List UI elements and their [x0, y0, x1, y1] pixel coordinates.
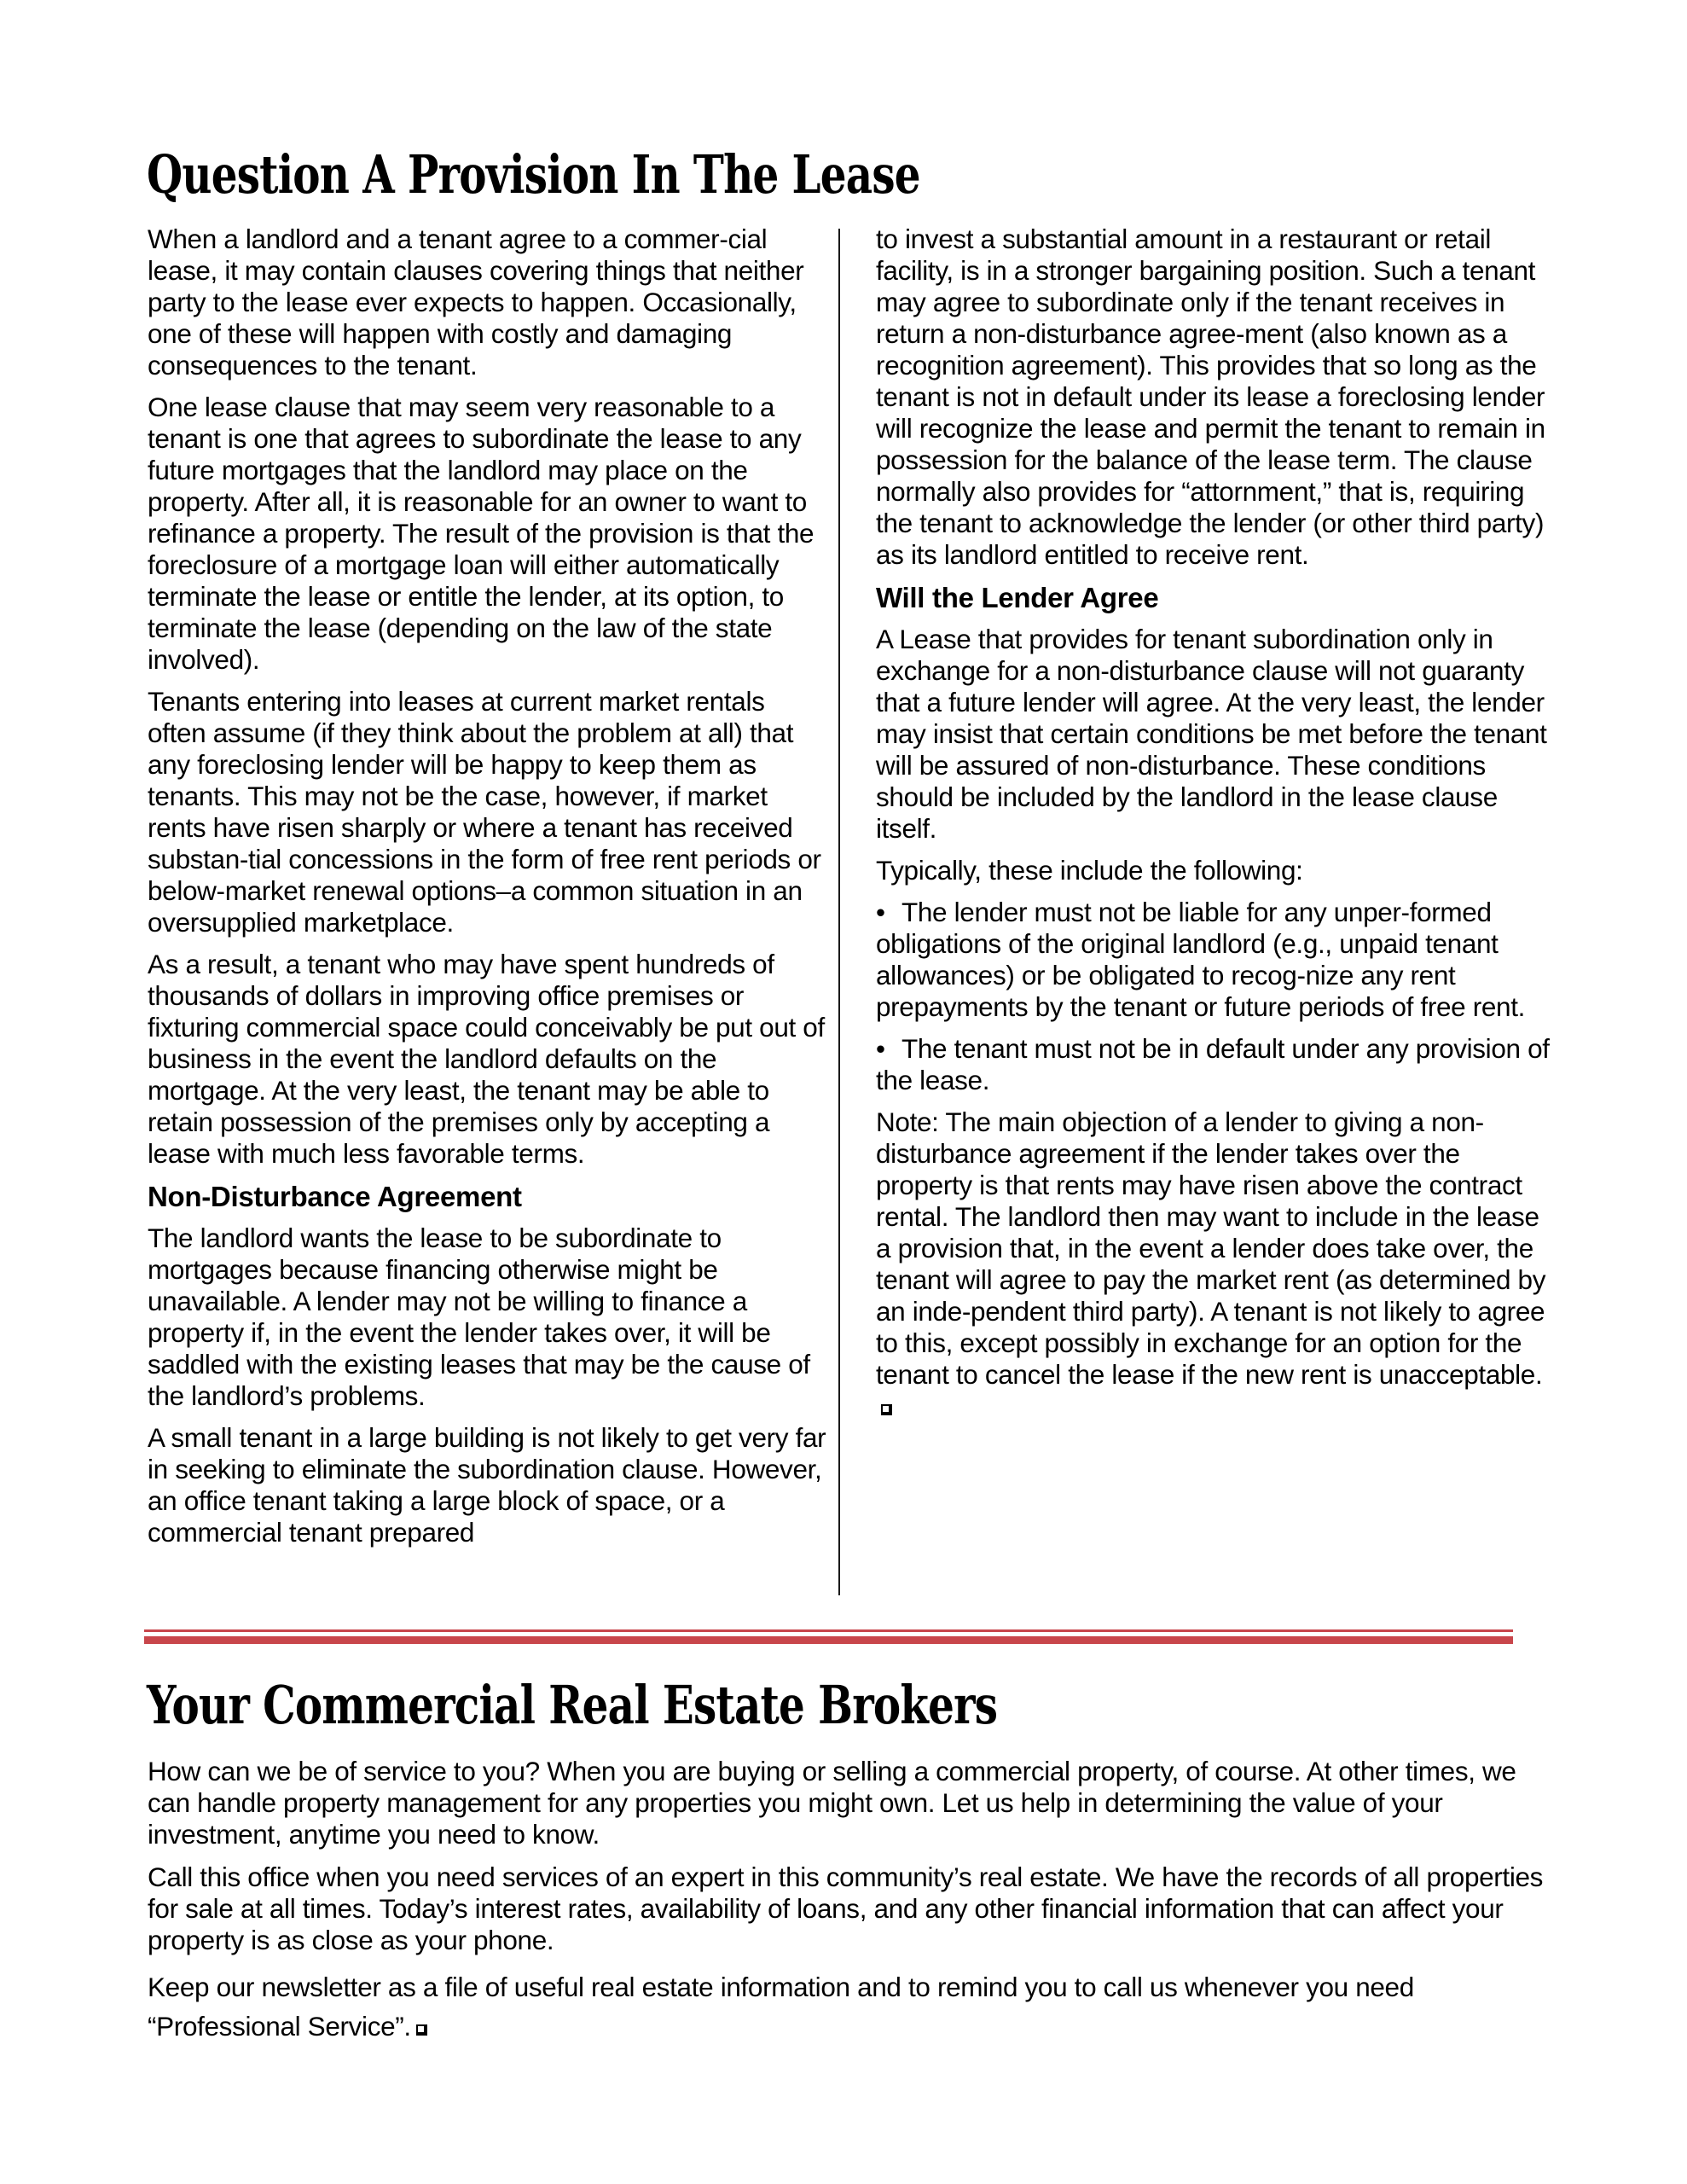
section-divider-thick-rule: [144, 1636, 1513, 1644]
subheading-non-disturbance: Non-Disturbance Agreement: [148, 1181, 522, 1212]
bullet-text: The lender must not be liable for any unper-formed obligations of the original landlord (e.g., unpaid tenant allowances) or be obligated to recog-nize any rent prepayments by the tenant or future periods of free rent.: [876, 897, 1525, 1022]
article-title: Question A Provision In The Lease: [147, 143, 920, 206]
article-paragraph: [876, 1107, 1550, 1422]
article-right-column: [876, 224, 1550, 1432]
article-paragraph: When a landlord and a tenant agree to a commer-cial lease, it may contain clauses covering things that neither party to the lease ever expects to happen. Occasionally, one of these will happen with costly and damaging consequences to the tenant.: [148, 224, 804, 380]
article-paragraph: Tenants entering into leases at current market rentals often assume (if they think about the problem at all) that any foreclosing lender will be happy to keep them as tenants. This may not be the case, however, if market rents have risen sharply or where a tenant has received substan-tial concessions in the form of free rent periods or below-market renewal options–a common situation in an oversupplied marketplace.: [148, 686, 821, 938]
end-of-article-box-icon: [881, 1404, 892, 1415]
article-paragraph: Typically, these include the following:: [876, 855, 1303, 886]
subheading-will-lender-agree: Will the Lender Agree: [876, 582, 1159, 613]
note-text: Note: The main objection of a lender to giving a non-disturbance agreement if the lender takes over the property is that rents may have risen above the contract rental. The landlord then may want to include in the lease a provision that, in the event a lender does take over, the tenant will agree to pay the market rent (as determined by an inde-pendent third party). A tenant is not likely to agree to this, except possibly in exchange for an option for the tenant to cancel the lease if the new rent is unacceptable.: [876, 1107, 1546, 1390]
bullet-icon: •: [876, 1033, 885, 1064]
bullet-item: [876, 897, 1550, 1023]
article-paragraph: One lease clause that may seem very reasonable to a tenant is one that agrees to subordinate the lease to any future mortgages that the landlord may place on the property. After all, it is reasonable for an owner to want to refinance a property. The result of the provision is that the foreclosure of a mortgage loan will either automatically terminate the lease or entitle the lender, at its option, to terminate the lease (depending on the law of the state involved).: [148, 392, 815, 675]
end-of-article-box-icon: [416, 2024, 427, 2036]
bullet-text: The tenant must not be in default under any provision of the lease.: [876, 1033, 1550, 1095]
brokers-paragraph: [148, 1967, 1546, 2046]
column-divider: [838, 229, 840, 1595]
bullet-item: [876, 1033, 1550, 1096]
article-left-column: [148, 224, 830, 1559]
article-paragraph: The landlord wants the lease to be subordinate to mortgages because financing otherwise might be unavailable. A lender may not be willing to finance a property if, in the event the lender takes over, it will be saddled with the existing leases that may be the cause of the landlord’s problems.: [148, 1223, 810, 1411]
section-divider-thin-rule: [144, 1629, 1513, 1632]
brokers-closing-text: Keep our newsletter as a file of useful real estate information and to remind you to call us whenever you need “Professional Service”.: [148, 1972, 1414, 2042]
brokers-paragraph: Call this office when you need services of an expert in this community’s real estate. We have the records of all properties for sale at all times. Today’s interest rates, availability of loans, and any other financial information that can affect your property is as close as your phone.: [148, 1862, 1544, 1955]
brokers-body: [148, 1756, 1546, 2057]
article-paragraph: A small tenant in a large building is not likely to get very far in seeking to eliminate the subordination clause. However, an office tenant taking a large block of space, or a commercial tenant prepared: [148, 1422, 826, 1548]
bullet-icon: •: [876, 897, 885, 927]
brokers-paragraph: How can we be of service to you? When you are buying or selling a commercial property, of course. At other times, we can handle property management for any properties you might own. Let us help in determining the value of your investment, anytime you need to know.: [148, 1756, 1516, 1850]
brokers-title: Your Commercial Real Estate Brokers: [147, 1674, 998, 1736]
article-paragraph: to invest a substantial amount in a restaurant or retail facility, is in a stronger bargaining position. Such a tenant may agree to subordinate only if the tenant receives in return a non-disturbance agree-ment (also known as a recognition agreement). This provides that so long as the tenant is not in default under its lease a foreclosing lender will recognize the lease and permit the tenant to remain in possession for the balance of the lease term. The clause normally also provides for “attornment,” that is, requiring the tenant to acknowledge the lender (or other third party) as its landlord entitled to receive rent.: [876, 224, 1545, 570]
article-paragraph: A Lease that provides for tenant subordination only in exchange for a non-disturbance clause will not guaranty that a future lender will agree. At the very least, the lender may insist that certain conditions be met before the tenant will be assured of non-disturbance. These conditions should be included by the landlord in the lease clause itself.: [876, 624, 1547, 844]
article-paragraph: As a result, a tenant who may have spent hundreds of thousands of dollars in improving office premises or fixturing commercial space could conceivably be put out of business in the event the landlord defaults on the mortgage. At the very least, the tenant may be able to retain possession of the premises only by accepting a lease with much less favorable terms.: [148, 949, 825, 1169]
